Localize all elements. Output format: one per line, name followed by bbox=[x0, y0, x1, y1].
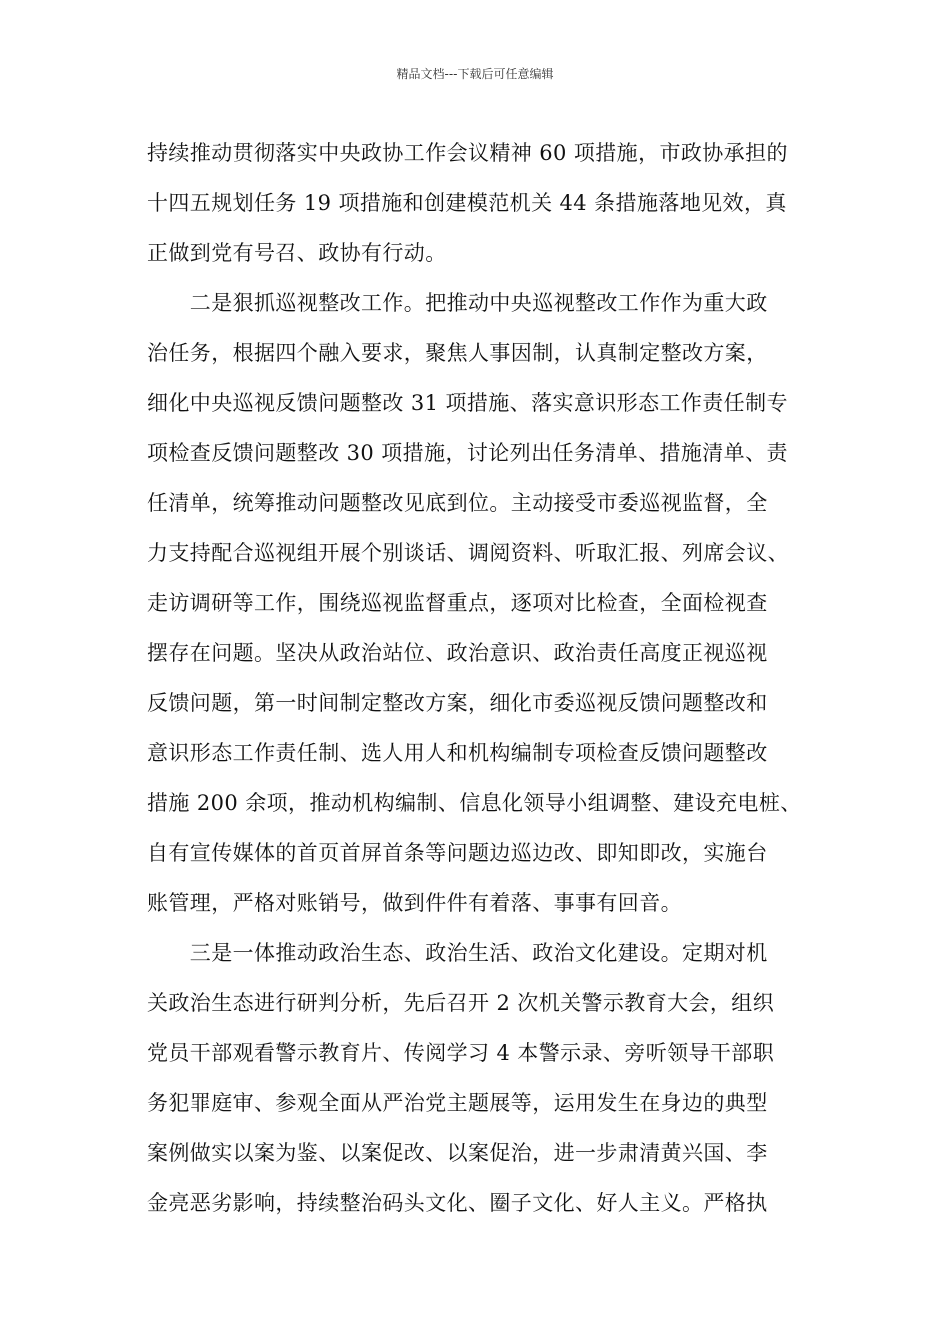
document-body bbox=[147, 128, 811, 1228]
text-line: 细化中央巡视反馈问题整改 31 项措施、落实意识形态工作责任制专 bbox=[147, 391, 788, 415]
text-line: 金亮恶劣影响，持续整治码头文化、圈子文化、好人主义。严格执 bbox=[147, 1191, 768, 1215]
text-line: 任清单，统筹推动问题整改见底到位。主动接受市委巡视监督，全 bbox=[147, 491, 768, 515]
text-line: 项检查反馈问题整改 30 项措施，讨论列出任务清单、措施清单、责 bbox=[147, 441, 788, 465]
text-line: 力支持配合巡视组开展个别谈话、调阅资料、听取汇报、列席会议、 bbox=[147, 541, 789, 565]
text-line: 反馈问题，第一时间制定整改方案，细化市委巡视反馈问题整改和 bbox=[147, 691, 768, 715]
text-line: 摆存在问题。坚决从政治站位、政治意识、政治责任高度正视巡视 bbox=[147, 641, 768, 665]
text-line: 十四五规划任务 19 项措施和创建模范机关 44 条措施落地见效，真 bbox=[147, 191, 787, 215]
text-line: 走访调研等工作，围绕巡视监督重点，逐项对比检查，全面检视查 bbox=[147, 591, 768, 615]
text-line: 务犯罪庭审、参观全面从严治党主题展等，运用发生在身边的典型 bbox=[147, 1091, 768, 1115]
text-line: 措施 200 余项，推动机构编制、信息化领导小组调整、建设充电桩、 bbox=[147, 791, 802, 815]
text-line: 正做到党有号召、政协有行动。 bbox=[147, 241, 447, 265]
text-line: 党员干部观看警示教育片、传阅学习 4 本警示录、旁听领导干部职 bbox=[147, 1041, 775, 1065]
text-line: 账管理，严格对账销号，做到件件有着落、事事有回音。 bbox=[147, 891, 682, 915]
text-line: 持续推动贯彻落实中央政协工作会议精神 60 项措施，市政协承担的 bbox=[147, 141, 788, 165]
text-line: 案例做实以案为鉴、以案促改、以案促治，进一步肃清黄兴国、李 bbox=[147, 1141, 768, 1165]
text-line: 治任务，根据四个融入要求，聚焦人事因制，认真制定整改方案， bbox=[147, 341, 768, 365]
text-line: 自有宣传媒体的首页首屏首条等问题边巡边改、即知即改，实施台 bbox=[147, 841, 768, 865]
paragraph-start-line: 三是一体推动政治生态、政治生活、政治文化建设。定期对机 bbox=[147, 941, 768, 965]
page-header: 精品文档---下载后可任意编辑 bbox=[396, 67, 554, 81]
text-line: 关政治生态进行研判分析，先后召开 2 次机关警示教育大会，组织 bbox=[147, 991, 775, 1015]
paragraph-start-line: 二是狠抓巡视整改工作。把推动中央巡视整改工作作为重大政 bbox=[147, 291, 768, 315]
text-line: 意识形态工作责任制、选人用人和机构编制专项检查反馈问题整改 bbox=[147, 741, 768, 765]
